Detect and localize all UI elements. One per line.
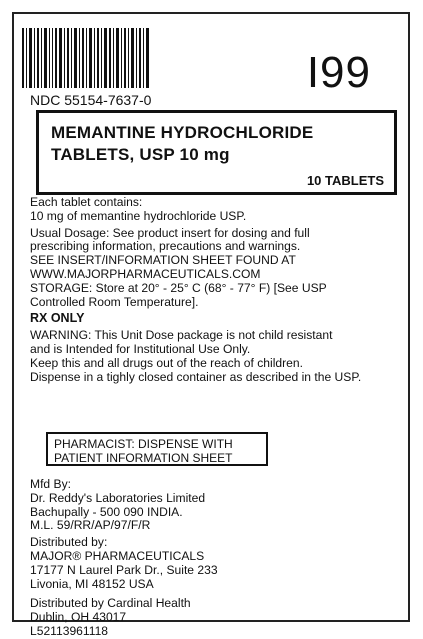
- tablet-count: 10 TABLETS: [306, 173, 384, 188]
- info-line: prescribing information, precautions and warnings.: [30, 239, 301, 254]
- info-line: Controlled Room Temperature].: [30, 294, 199, 309]
- pharmacist-line2: PATIENT INFORMATION SHEET: [54, 451, 233, 465]
- footer-line: Distributed by:: [30, 535, 108, 550]
- label-information: [30, 196, 410, 384]
- manufacturer-info: [30, 478, 410, 639]
- info-line: WWW.MAJORPHARMACEUTICALS.COM: [30, 266, 261, 281]
- pharmacist-notice-box: [46, 432, 268, 466]
- label-code: I99: [306, 48, 371, 97]
- lot-number: L52113961118: [30, 623, 109, 638]
- info-line: Usual Dosage: See product insert for dosing and full: [30, 225, 310, 240]
- rx-only: RX ONLY: [30, 311, 85, 326]
- info-line: 10 mg of memantine hydrochloride USP.: [30, 208, 247, 223]
- product-name-line2: TABLETS, USP 10 mg: [51, 145, 230, 164]
- footer-line: Distributed by Cardinal Health: [30, 596, 191, 611]
- info-line: WARNING: This Unit Dose package is not child resistant: [30, 328, 333, 343]
- footer-line: M.L. 59/RR/AP/97/F/R: [30, 518, 151, 533]
- info-line: and is Intended for Institutional Use Only.: [30, 341, 251, 356]
- pharmacist-line1: PHARMACIST: DISPENSE WITH: [54, 437, 233, 451]
- footer-line: Bachupally - 500 090 INDIA.: [30, 504, 183, 519]
- info-line: Dispense in a tighly closed container as described in the USP.: [30, 369, 362, 384]
- ndc-number: NDC 55154-7637-0: [30, 92, 152, 108]
- footer-line: Livonia, MI 48152 USA: [30, 576, 154, 591]
- product-name-line1: MEMANTINE HYDROCHLORIDE: [51, 123, 314, 142]
- footer-line: Dublin, OH 43017: [30, 610, 127, 625]
- info-line: Each tablet contains:: [30, 195, 143, 209]
- info-line: STORAGE: Store at 20° - 25° C (68° - 77° F) [See USP: [30, 280, 327, 295]
- product-name-box: [36, 110, 397, 195]
- footer-line: 17177 N Laurel Park Dr., Suite 233: [30, 562, 218, 577]
- barcode: [22, 28, 150, 88]
- footer-line: Dr. Reddy's Laboratories Limited: [30, 490, 206, 505]
- footer-line: MAJOR® PHARMACEUTICALS: [30, 548, 205, 563]
- info-line: SEE INSERT/INFORMATION SHEET FOUND AT: [30, 253, 296, 268]
- footer-line: Mfd By:: [30, 477, 71, 491]
- info-line: Keep this and all drugs out of the reach of children.: [30, 355, 303, 370]
